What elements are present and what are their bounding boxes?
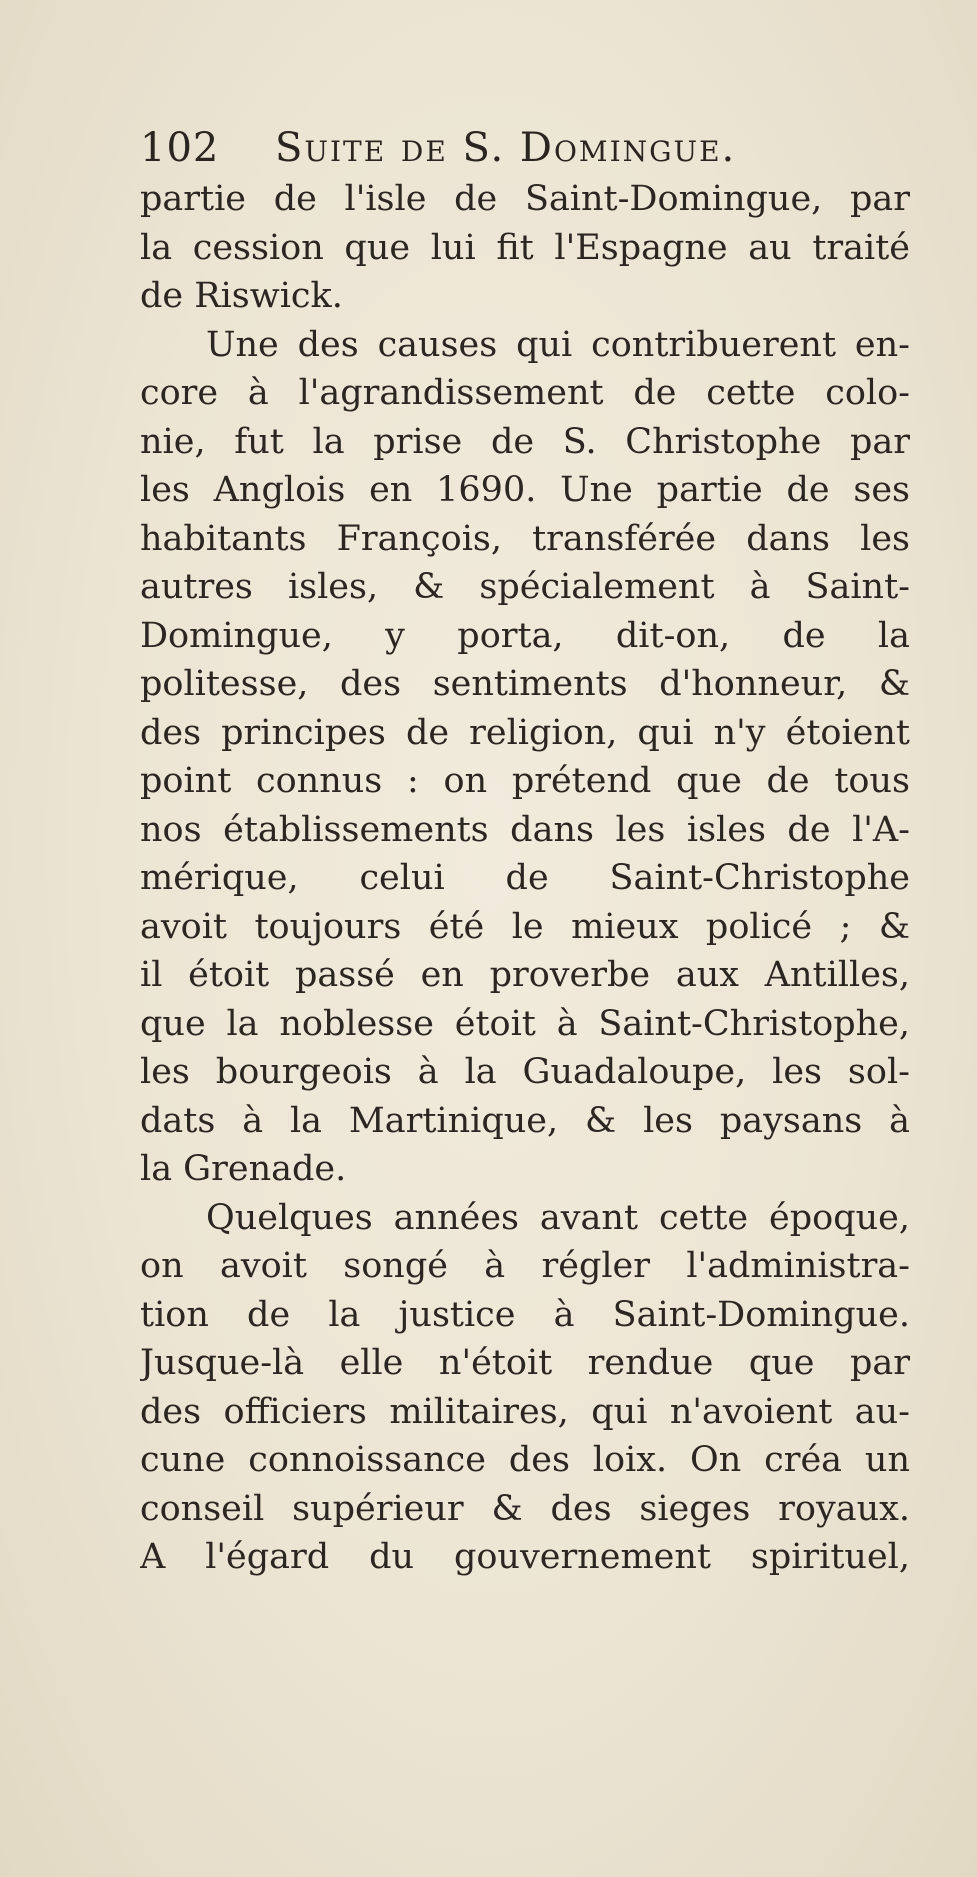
text-line: autres isles, & spécialement à Saint- bbox=[140, 567, 910, 607]
paragraph-first-line: Une des causes qui contribuerent en- bbox=[206, 324, 910, 365]
text-line: core à l'agrandissement de cette colo- bbox=[140, 373, 910, 413]
text-line: dats à la Martinique, & les paysans à bbox=[140, 1100, 910, 1141]
text-line: la cession que lui fit l'Espagne au traité bbox=[140, 227, 910, 268]
page-number: 102 bbox=[140, 125, 220, 171]
text-line: tion de la justice à Saint-Domingue. bbox=[140, 1294, 910, 1335]
text-line: les bourgeois à la Guadaloupe, les sol- bbox=[140, 1052, 910, 1092]
text-line: nie, fut la prise de S. Christophe par bbox=[140, 421, 910, 462]
text-line: des officiers militaires, qui n'avoient au- bbox=[140, 1391, 910, 1432]
text-line: de Riswick. bbox=[140, 276, 343, 316]
text-line: cune connoissance des loix. On créa un bbox=[140, 1440, 910, 1480]
text-line: mérique, celui de Saint-Christophe bbox=[140, 858, 910, 898]
body-text bbox=[140, 175, 910, 1582]
text-line: que la noblesse étoit à Saint-Christophe, bbox=[140, 1003, 910, 1044]
text-line: des principes de religion, qui n'y étoient bbox=[140, 712, 910, 753]
text-line: conseil supérieur & des sieges royaux. bbox=[140, 1488, 910, 1529]
page-header bbox=[140, 118, 900, 178]
text-line: nos établissements dans les isles de l'A- bbox=[140, 809, 910, 850]
text-line: habitants François, transférée dans les bbox=[140, 518, 910, 559]
text-line: Jusque-là elle n'étoit rendue que par bbox=[140, 1343, 910, 1383]
running-head: Suite de S. Domingue. bbox=[275, 125, 737, 171]
text-line: il étoit passé en proverbe aux Antilles, bbox=[140, 955, 910, 995]
text-line: on avoit songé à régler l'administra- bbox=[140, 1246, 910, 1286]
text-line: politesse, des sentiments d'honneur, & bbox=[140, 664, 910, 704]
text-line: Domingue, y porta, dit-on, de la bbox=[140, 615, 910, 656]
text-line: partie de l'isle de Saint-Domingue, par bbox=[140, 179, 910, 219]
text-line: les Anglois en 1690. Une partie de ses bbox=[140, 470, 910, 510]
text-line: avoit toujours été le mieux policé ; & bbox=[140, 906, 910, 947]
paragraph-first-line: Quelques années avant cette époque, bbox=[206, 1197, 910, 1238]
text-line: A l'égard du gouvernement spirituel, bbox=[140, 1537, 910, 1577]
text-line: la Grenade. bbox=[140, 1149, 347, 1189]
text-line: point connus : on prétend que de tous bbox=[140, 761, 910, 801]
